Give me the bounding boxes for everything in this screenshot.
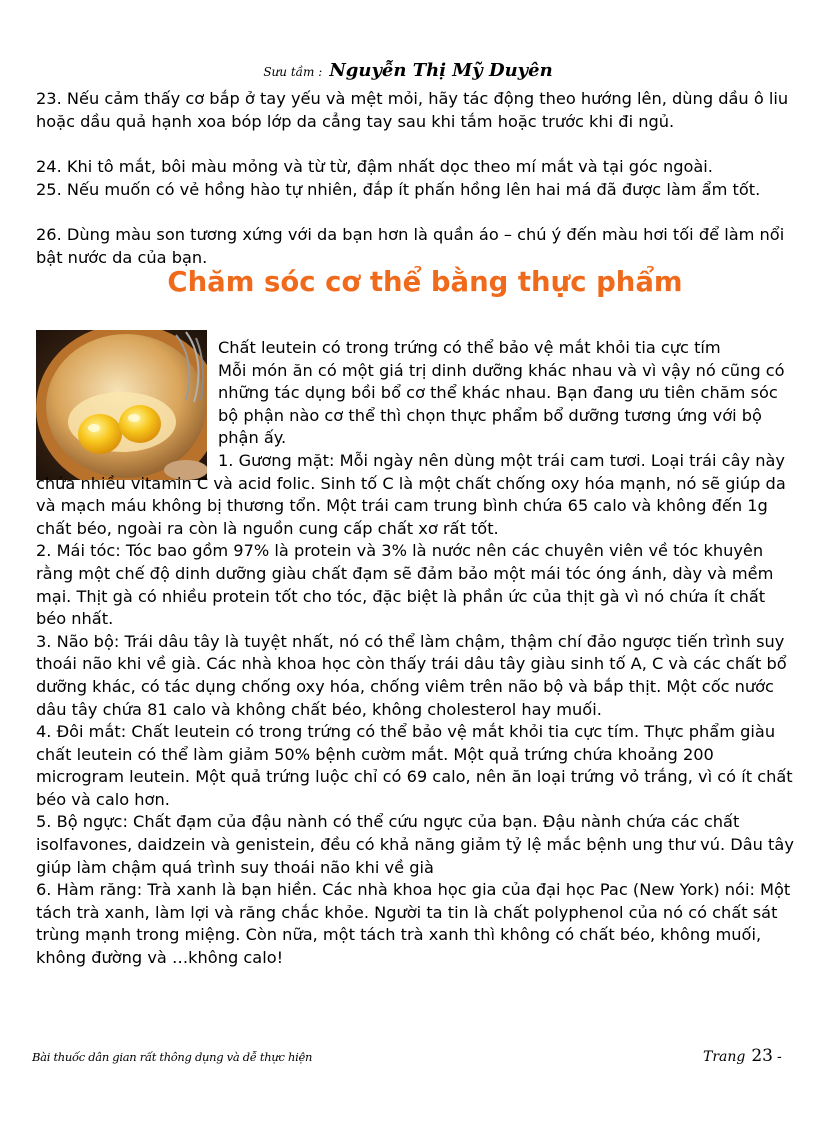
page-dash: - xyxy=(777,1049,782,1065)
intro-paragraph: Mỗi món ăn có một giá trị dinh dưỡng khác nhau và vì vậy nó cũng có những tác dụng bồi bổ cơ thể khác nhau. Bạn đang ưu tiên chăm sóc bộ phận nào cơ thể thì chọn thực phẩm bổ dưỡng tương ứng với bộ phận ấy. xyxy=(218,360,785,448)
photo-caption: Chất leutein có trong trứng có thể bảo vệ mắt khỏi tia cực tím xyxy=(218,338,721,357)
item-hair-paragraph: 2. Mái tóc: Tóc bao gồm 97% là protein và 3% là nước nên các chuyên viên về tóc khuyên rằng một chế độ dinh dưỡng giàu chất đạm sẽ đảm bảo một mái tóc óng ánh, dày và mềm mại. Thịt gà có nhiều protein tốt cho tóc, đặc biệt là phần ức của thịt gà vì nó chứa ít chất béo nhất. xyxy=(36,541,774,629)
item-brain-paragraph: 3. Não bộ: Trái dâu tây là tuyệt nhất, nó có thể làm chậm, thậm chí đảo ngược tiến trình suy thoái não khi về già. Các nhà khoa học còn thấy trái dâu tây giàu sinh tố A, C và các chất bổ dưỡng khác, có tác dụng chống oxy hóa, chống viêm trên não bộ và bắp thịt. Một cốc nước dâu tây chứa 81 calo và không chất béo, không cholesterol hay muối. xyxy=(36,631,787,719)
page-header xyxy=(0,60,816,81)
item-teeth-paragraph: 6. Hàm răng: Trà xanh là bạn hiền. Các nhà khoa học gia của đại học Pac (New York) nói: Một tách trà xanh, làm lợi và răng chắc khỏe. Người ta tin là chất polyphenol của nó có chất sát trùng mạnh trong miệng. Còn nữa, một tách trà xanh thì không có chất béo, không muối, không đường và …không calo! xyxy=(36,880,791,968)
header-author: Nguyễn Thị Mỹ Duyên xyxy=(329,60,553,81)
tip-23-paragraph: 23. Nếu cảm thấy cơ bắp ở tay yếu và mệt mỏi, hãy tác động theo hướng lên, dùng dầu ô liu hoặc dầu quả hạnh xoa bóp lớp da cẳng tay sau khi tắm hoặc trước khi đi ngủ. xyxy=(36,89,789,131)
page-number: 23 xyxy=(751,1046,773,1066)
footer-book-title: Bài thuốc dân gian rất thông dụng và dễ thực hiện xyxy=(32,1050,313,1064)
page-label: Trang xyxy=(703,1049,746,1065)
header-label: Sưu tầm : xyxy=(263,65,323,79)
body-text xyxy=(36,337,798,970)
section-title: Chăm sóc cơ thể bằng thực phẩm xyxy=(167,266,683,298)
tip-25-paragraph: 25. Nếu muốn có vẻ hồng hào tự nhiên, đắp ít phấn hồng lên hai má đã được làm ẩm tốt. xyxy=(36,180,761,199)
item-face-paragraph: 1. Gương mặt: Mỗi ngày nên dùng một trái cam tươi. Loại trái cây này chứa nhiều vitamin C và acid folic. Sinh tố C là một chất chống oxy hóa mạnh, nó sẽ giúp da và mạch máu không bị thương tổn. Một trái cam trung bình chứa 65 calo và không đến 1g chất béo, ngoài ra còn là nguồn cung cấp chất xơ rất tốt. xyxy=(36,450,786,538)
item-eyes-paragraph: 4. Đôi mắt: Chất leutein có trong trứng có thể bảo vệ mắt khỏi tia cực tím. Thực phẩm giàu chất leutein có thể làm giảm 50% bệnh cườm mắt. Một quả trứng chứa khoảng 200 microgram leutein. Một quả trứng luộc chỉ có 69 calo, nên ăn loại trứng vỏ trắng, vì có ít chất béo và calo hơn. xyxy=(36,722,793,809)
tip-26-paragraph: 26. Dùng màu son tương xứng với da bạn hơn là quần áo – chú ý đến màu hơi tối để làm nổi bật nước da của bạn. xyxy=(36,225,785,267)
item-chest-paragraph: 5. Bộ ngực: Chất đạm của đậu nành có thể cứu ngực của bạn. Đậu nành chứa các chất isolfavones, daidzein và genistein, đều có khả năng giảm tỷ lệ mắc bệnh ung thư vú. Dâu tây giúp làm chậm quá trình suy thoái não khi về già xyxy=(36,812,794,877)
page-footer-number xyxy=(703,1046,782,1066)
tip-24-paragraph: 24. Khi tô mắt, bôi màu mỏng và từ từ, đậm nhất dọc theo mí mắt và tại góc ngoài. xyxy=(36,157,713,176)
